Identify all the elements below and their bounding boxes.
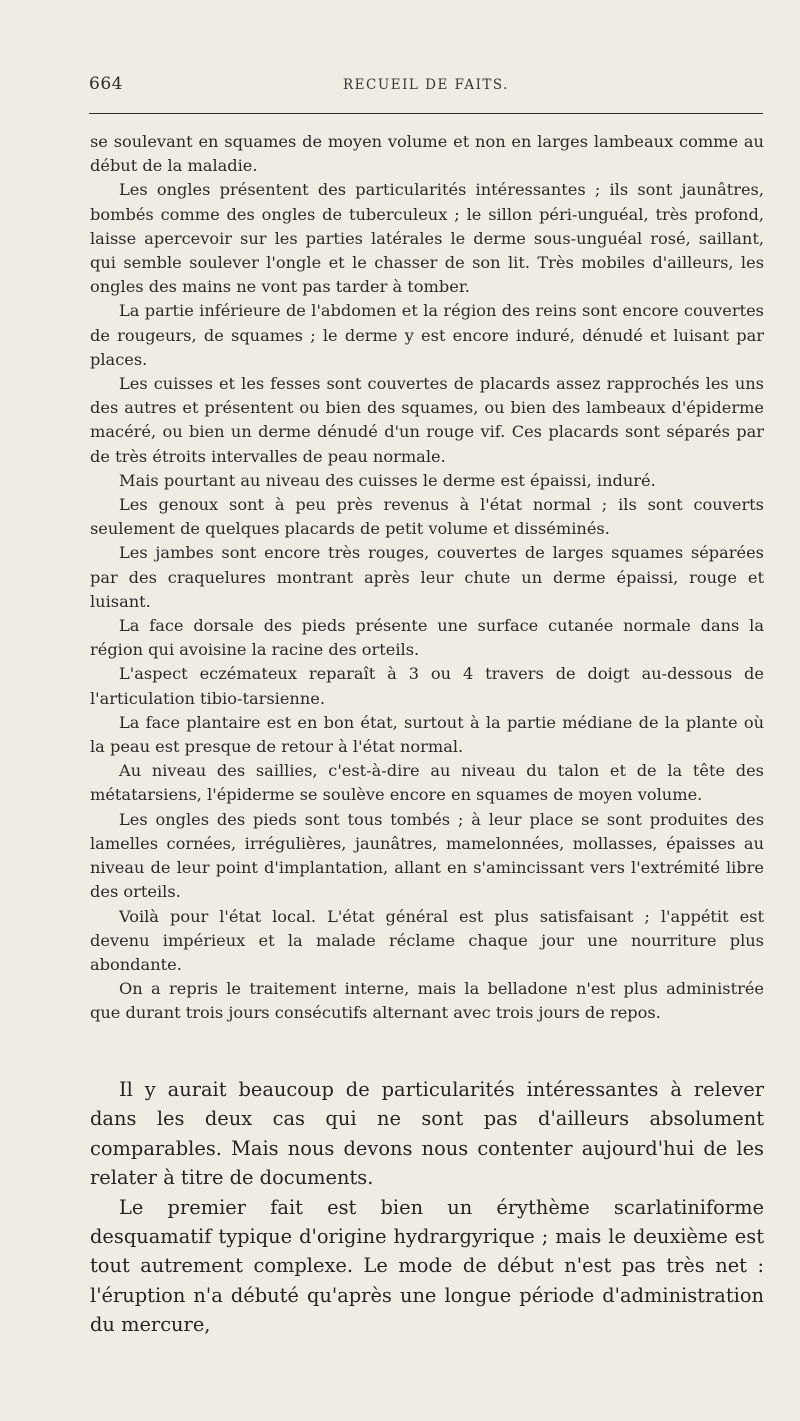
paragraph: La face plantaire est en bon état, surtout à la partie médiane de la plante où la peau est presque de retour à l'état normal. <box>90 712 764 757</box>
paragraph: Au niveau des saillies, c'est-à-dire au niveau du talon et de la tête des métatarsiens, l'épiderme se soulève encore en squames de moyen volume. <box>90 761 764 805</box>
paragraph: Les ongles des pieds sont tous tombés ; à leur place se sont produites des lamelles cornées, irrégulières, jaunâtres, mamelonnées, mollasses, épaisses au niveau de leur point d'implantation, allant en s'amincissant vers l'extrémité libre des orteils. <box>90 809 764 902</box>
paragraph: Mais pourtant au niveau des cuisses le derme est épaissi, induré. <box>119 470 656 490</box>
small-print-section <box>90 130 764 1026</box>
paragraph: L'aspect eczémateux reparaît à 3 ou 4 travers de doigt au-dessous de l'articulation tibio-tarsienne. <box>90 664 764 708</box>
paragraph: La partie inférieure de l'abdomen et la région des reins sont encore couvertes de rougeurs, de squames ; le derme y est encore induré, dénudé et luisant par places. <box>90 301 764 369</box>
paragraph: Les genoux sont à peu près revenus à l'état normal ; ils sont couverts seulement de quelques placards de petit volume et disséminés. <box>90 495 764 539</box>
paragraph: La face dorsale des pieds présente une surface cutanée normale dans la région qui avoisine la racine des orteils. <box>90 616 764 660</box>
main-text-section <box>90 1075 764 1340</box>
paragraph: se soulevant en squames de moyen volume et non en larges lambeaux comme au début de la maladie. <box>90 132 764 176</box>
paragraph: Le premier fait est bien un érythème scarlatiniforme desquamatif typique d'origine hydrargyrique ; mais le deuxième est tout autrement complexe. Le mode de début n'est pas très net : l'éruption n'a débuté qu'après une longue période d'administration du mercure, <box>90 1195 764 1337</box>
running-head: RECUEIL DE FAITS. <box>343 77 509 93</box>
paragraph: Les jambes sont encore très rouges, couvertes de larges squames séparées par des craquelures montrant après leur chute un derme épaissi, rouge et luisant. <box>90 543 764 611</box>
page-number: 664 <box>89 74 123 94</box>
paragraph: Voilà pour l'état local. L'état général est plus satisfaisant ; l'appétit est devenu impérieux et la malade réclame chaque jour une nourriture plus abondante. <box>90 906 764 974</box>
paragraph: On a repris le traitement interne, mais la belladone n'est plus administrée que durant trois jours consécutifs alternant avec trois jours de repos. <box>90 979 764 1023</box>
paragraph: Les cuisses et les fesses sont couvertes de placards assez rapprochés les uns des autres et présentent ou bien des squames, ou bien des lambeaux d'épiderme macéré, ou bien un derme dénudé d'un rouge vif. Ces placards sont séparés par de très étroits intervalles de peau normale. <box>90 374 764 466</box>
paragraph: Il y aurait beaucoup de particularités intéressantes à relever dans les deux cas qui ne sont pas d'ailleurs absolument comparables. Mais nous devons nous contenter aujourd'hui de les relater à titre de documents. <box>90 1078 764 1190</box>
paragraph: Les ongles présentent des particularités intéressantes ; ils sont jaunâtres, bombés comme des ongles de tuberculeux ; le sillon péri-unguéal, très profond, laisse apercevoir sur les parties latérales le derme sous-unguéal rosé, saillant, qui semble soulever l'ongle et le chasser de son lit. Très mobiles d'ailleurs, les ongles des mains ne vont pas tarder à tomber. <box>90 180 764 297</box>
header-rule <box>89 113 763 114</box>
page-header <box>89 68 763 98</box>
